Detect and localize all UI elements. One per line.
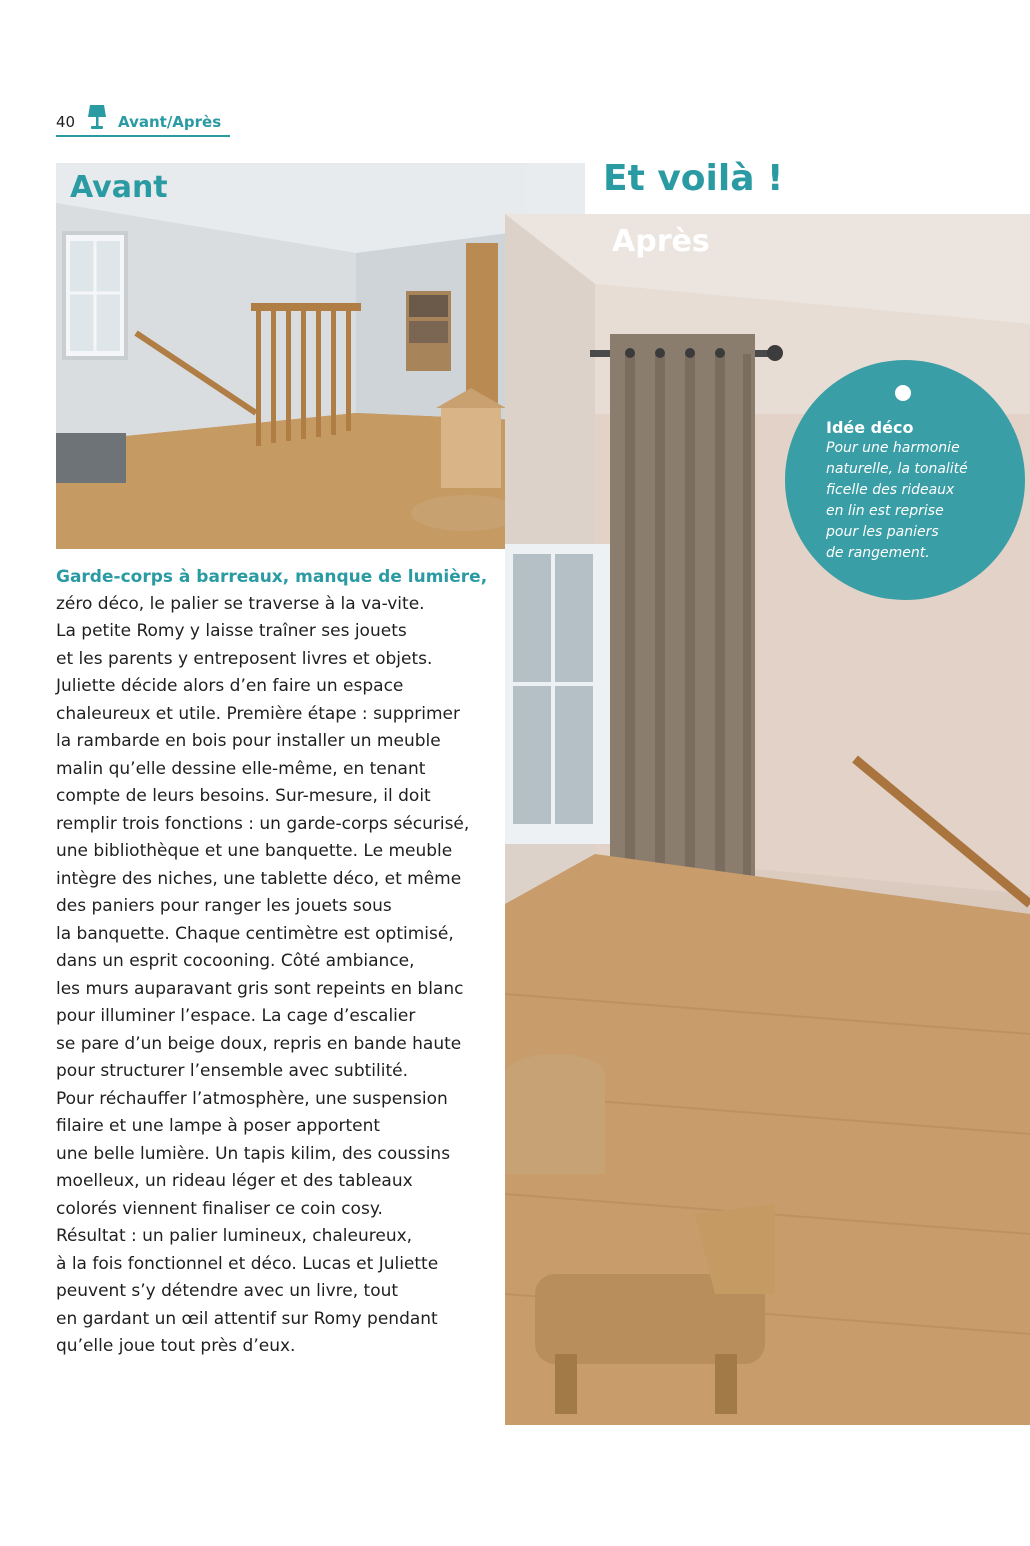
deco-tip-line: ficelle des rideaux	[826, 482, 955, 498]
article-line: pour illuminer l’espace. La cage d’escalier	[56, 1006, 416, 1026]
article-line: dans un esprit cocooning. Côté ambiance,	[56, 951, 415, 971]
section-label: Avant/Après	[118, 113, 222, 131]
article-line: pour structurer l’ensemble avec subtilité.	[56, 1061, 408, 1081]
article-line: une belle lumière. Un tapis kilim, des coussins	[56, 1144, 451, 1164]
article-line: les murs auparavant gris sont repeints en blanc	[56, 979, 464, 999]
article-line: une bibliothèque et une banquette. Le meuble	[56, 841, 453, 861]
deco-tip-title: Idée déco	[826, 418, 914, 437]
deco-tip-line: en lin est reprise	[826, 503, 944, 519]
article-line: des paniers pour ranger les jouets sous	[56, 896, 392, 916]
article-line: en gardant un œil attentif sur Romy pendant	[56, 1309, 438, 1329]
article-line: moelleux, un rideau léger et des tableaux	[56, 1171, 413, 1191]
article-line: malin qu’elle dessine elle-même, en tenant	[56, 759, 426, 779]
deco-tip-line: naturelle, la tonalité	[826, 461, 968, 477]
page-number: 40	[56, 113, 76, 131]
article-line: colorés viennent finaliser ce coin cosy.	[56, 1199, 383, 1219]
article-line: la banquette. Chaque centimètre est optimisé,	[56, 924, 454, 944]
article-line: peuvent s’y détendre avec un livre, tout	[56, 1281, 399, 1301]
after-heading: Et voilà !	[603, 158, 784, 199]
article-line: intègre des niches, une tablette déco, et même	[56, 869, 462, 889]
article-line: la rambarde en bois pour installer un meuble	[56, 731, 441, 751]
article-line: chaleureux et utile. Première étape : supprimer	[56, 704, 460, 724]
article-line: remplir trois fonctions : un garde-corps sécurisé,	[56, 814, 470, 834]
article-lead: Garde-corps à barreaux, manque de lumière,	[56, 567, 488, 587]
article-line: zéro déco, le palier se traverse à la va-vite.	[56, 594, 425, 614]
lamp-icon	[86, 103, 108, 131]
after-label: Après	[612, 224, 710, 259]
article-line: compte de leurs besoins. Sur-mesure, il doit	[56, 786, 431, 806]
article-line: et les parents y entreposent livres et objets.	[56, 649, 433, 669]
article-line: à la fois fonctionnel et déco. Lucas et Juliette	[56, 1254, 439, 1274]
article-line: Pour réchauffer l’atmosphère, une suspension	[56, 1089, 448, 1109]
article-line: se pare d’un beige doux, repris en bande haute	[56, 1034, 462, 1054]
deco-tip-line: pour les paniers	[826, 524, 939, 540]
article-line: La petite Romy y laisse traîner ses jouets	[56, 621, 407, 641]
bullet-dot-icon	[895, 385, 911, 401]
deco-tip-line: Pour une harmonie	[826, 440, 960, 456]
header-rule	[56, 135, 230, 137]
deco-tip-line: de rangement.	[826, 545, 930, 561]
before-label: Avant	[70, 170, 168, 205]
article-line: qu’elle joue tout près d’eux.	[56, 1336, 296, 1356]
article-line: Juliette décide alors d’en faire un espace	[56, 676, 404, 696]
article-line: Résultat : un palier lumineux, chaleureux,	[56, 1226, 413, 1246]
article-line: filaire et une lampe à poser apportent	[56, 1116, 381, 1136]
